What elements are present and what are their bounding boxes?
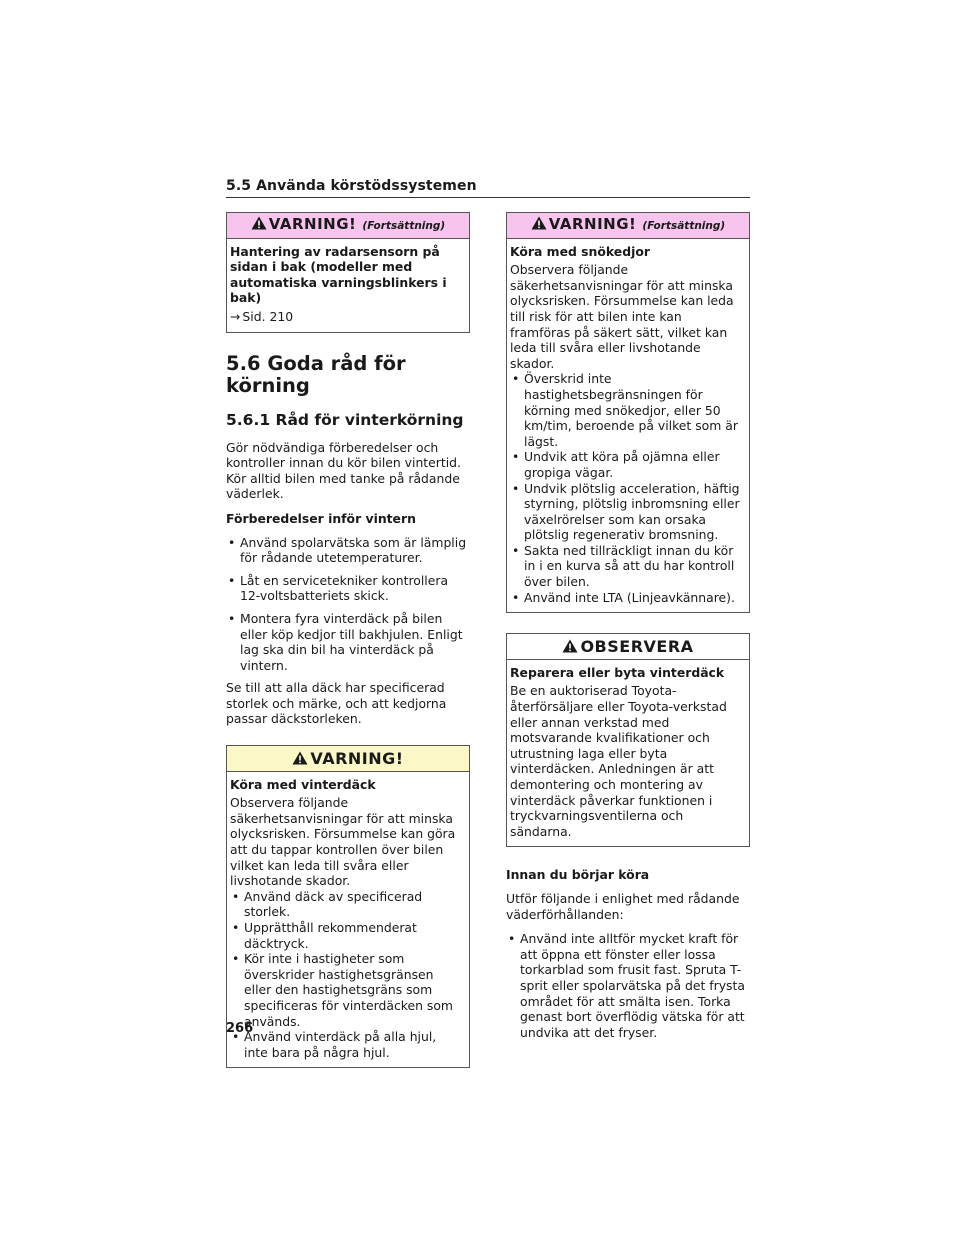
section-header: 5.5 Använda körstödssystemen [226, 178, 750, 198]
notice-label: OBSERVERA [580, 637, 694, 657]
before-title: Innan du börjar köra [506, 867, 650, 883]
prep-list [226, 535, 470, 674]
notice-box [506, 633, 750, 847]
warning-label: VARNING! [548, 215, 637, 233]
subsection-heading: 5.6.1 Råd för vinterkörning [226, 410, 464, 429]
warning-triangle-icon [531, 216, 547, 230]
tire-note: Se till att alla däck har specificerad storlek och märke, och att kedjorna passar däckstorleken. [226, 680, 447, 727]
notice-text: Be en auktoriserad Toyota-återförsäljare eller Toyota-verkstad eller annan verkstad med motsvarande kvalifikationer och utrustning laga eller byta vinterdäcken. Anledningen är att demontering och montering av vinterdäck påverkar funktionen i tryckvarningsventilerna och sändarna. [510, 683, 727, 839]
section-heading: 5.6 Goda råd för körning [226, 351, 406, 397]
warning-continued: (Fortsättning) [642, 220, 726, 232]
warning-list [510, 371, 743, 605]
list-item: • Låt en servicetekniker kontrollera 12-voltsbatteriets skick. [226, 573, 470, 604]
list-item: • Sakta ned tillräckligt innan du kör in i en kurva så att du har kontroll över bilen. [510, 543, 743, 590]
warning-reference[interactable] [230, 309, 463, 325]
warning-title: Hantering av radarsensorn på sidan i bak (modeller med automatiska varningsblinkers i bak) [230, 243, 447, 306]
list-item: • Kör inte i hastigheter som överskrider hastighetsgränsen eller den hastighetsgräns som specificeras för vinterdäcken som används. [230, 951, 463, 1029]
warning-list [230, 889, 463, 1061]
arrow-right-icon: → [230, 308, 241, 324]
list-item: • Använd spolarvätska som är lämplig för rådande utetemperaturer. [226, 535, 470, 566]
warning-box-winter-tires [226, 745, 470, 1068]
list-item: • Använd däck av specificerad storlek. [230, 889, 463, 920]
list-item: • Undvik plötslig acceleration, häftig styrning, plötslig inbromsning eller växelrörelser som kan orsaka plötslig regenerativ bromsning. [510, 481, 743, 543]
list-item: • Använd inte alltför mycket kraft för att öppna ett fönster eller lossa torkarblad som frusit fast. Spruta T-sprit eller spolarvätska på det frysta området för att smälta isen. Torka genast bort överflödig vätska för att undvika att det fryser. [506, 931, 750, 1040]
list-item: • Använd inte LTA (Linjeavkännare). [510, 590, 743, 606]
warning-label: VARNING! [310, 749, 404, 769]
page-number: 266 [226, 1021, 254, 1036]
warning-text: Observera följande säkerhetsanvisningar för att minska olycksrisken. Försummelse kan göra att du tappar kontrollen över bilen vilket kan leda till svåra eller livshotande skador. [230, 795, 456, 889]
prep-title: Förberedelser inför vintern [226, 510, 416, 526]
warning-label: VARNING! [268, 215, 357, 233]
warning-title: Köra med vinterdäck [230, 776, 376, 792]
warning-triangle-icon [562, 639, 578, 653]
notice-title: Reparera eller byta vinterdäck [510, 664, 725, 680]
warning-header [227, 746, 469, 772]
warning-box-snow-chains [506, 212, 750, 613]
list-item: • Undvik att köra på ojämna eller gropiga vägar. [510, 449, 743, 480]
warning-box-radar [226, 212, 470, 333]
notice-header [507, 634, 749, 660]
notice-body [507, 660, 749, 847]
left-column [226, 212, 470, 1088]
warning-body [227, 239, 469, 332]
warning-triangle-icon [251, 216, 267, 230]
warning-continued: (Fortsättning) [362, 220, 446, 232]
warning-triangle-icon [292, 751, 308, 765]
page-reference-link[interactable]: Sid. 210 [242, 308, 294, 324]
right-column [506, 212, 750, 1040]
list-item: • Överskrid inte hastighetsbegränsningen för körning med snökedjor, eller 50 km/tim, beroende på vilket som är lägst. [510, 371, 743, 449]
warning-header [507, 213, 749, 239]
warning-text: Observera följande säkerhetsanvisningar för att minska olycksrisken. Försummelse kan leda till risk för att bilen inte kan framföras på säkert sätt, vilket kan leda till svåra eller livshotande skador. [510, 262, 734, 371]
list-item: • Använd vinterdäck på alla hjul, inte bara på några hjul. [230, 1029, 463, 1060]
intro-paragraph: Gör nödvändiga förberedelser och kontroller innan du kör bilen vintertid. Kör alltid bilen med tanke på rådande väderlek. [226, 439, 461, 502]
list-item: • Montera fyra vinterdäck på bilen eller köp kedjor till bakhjulen. Enligt lag ska din bil ha vinterdäck på vintern. [226, 611, 470, 673]
list-item: • Upprätthåll rekommenderat däcktryck. [230, 920, 463, 951]
before-text: Utför följande i enlighet med rådande väderförhållanden: [506, 890, 740, 922]
warning-body [507, 239, 749, 613]
warning-body [227, 772, 469, 1068]
before-list [506, 931, 750, 1040]
warning-header [227, 213, 469, 239]
warning-title: Köra med snökedjor [510, 243, 650, 259]
